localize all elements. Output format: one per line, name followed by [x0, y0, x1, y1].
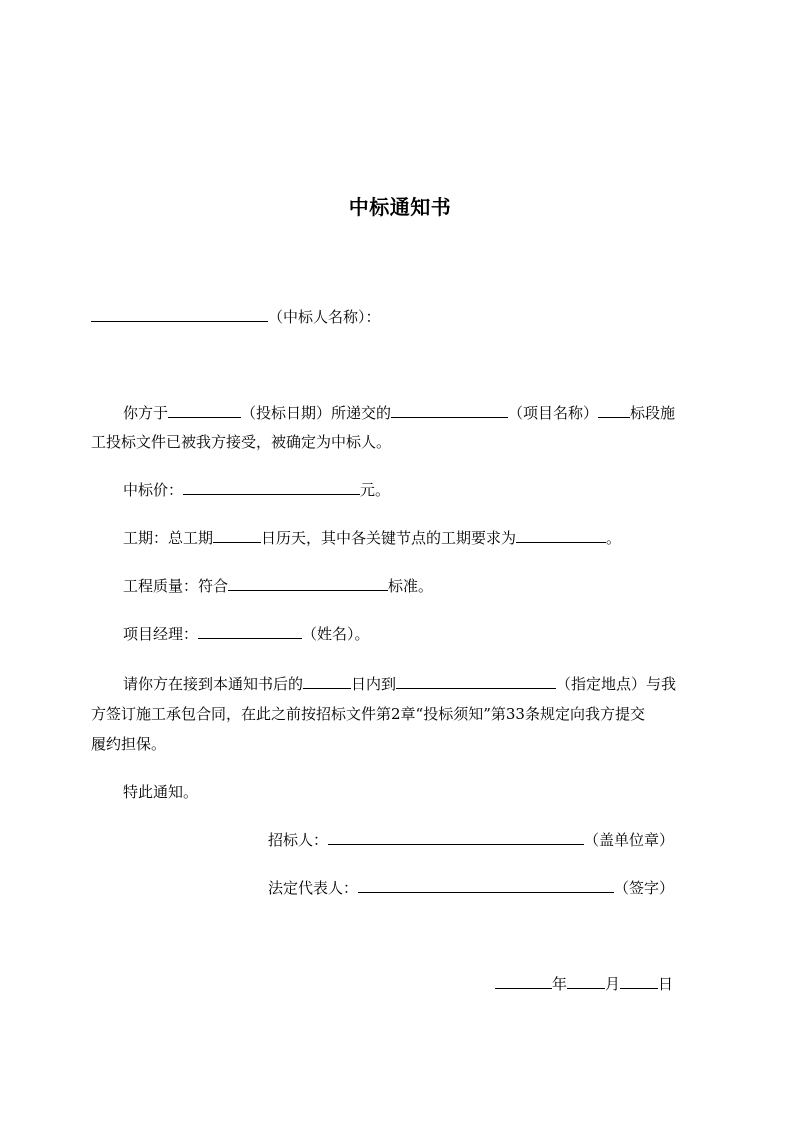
period-text-2: 日历天，其中各关键节点的工期要求为 — [261, 529, 517, 547]
para2-line3: 履约担保。 — [91, 735, 167, 753]
addressee-line — [91, 306, 381, 328]
month-blank[interactable] — [567, 974, 605, 989]
price-unit: 元。 — [360, 481, 391, 499]
manager-label: 项目经理： — [123, 625, 199, 643]
para2-text-1: 请你方在接到本通知书后的 — [123, 675, 304, 693]
price-line — [123, 479, 390, 501]
manager-text-2: （姓名）。 — [302, 625, 370, 643]
para1-text-3: （项目名称） — [508, 404, 599, 422]
price-blank[interactable] — [183, 480, 360, 495]
document-title: 中标通知书 — [348, 195, 452, 219]
period-line — [123, 527, 621, 549]
standard-blank[interactable] — [228, 576, 388, 591]
milestone-blank[interactable] — [516, 528, 606, 543]
para1-line1 — [123, 402, 675, 424]
period-text-3: 。 — [606, 529, 622, 547]
para1-text-4: 标段施 — [630, 404, 676, 422]
project-name-blank[interactable] — [391, 403, 508, 418]
legal-rep-blank[interactable] — [358, 878, 614, 893]
day-blank[interactable] — [620, 974, 658, 989]
tenderer-line — [268, 829, 674, 851]
location-blank[interactable] — [396, 674, 556, 689]
para1-text-1: 你方于 — [123, 404, 169, 422]
para2-line1 — [123, 673, 676, 695]
bid-date-blank[interactable] — [168, 403, 241, 418]
quality-text-2: 标准。 — [388, 577, 434, 595]
price-label: 中标价： — [123, 481, 184, 499]
section-blank[interactable] — [598, 403, 630, 418]
days-blank[interactable] — [213, 528, 261, 543]
sign-days-blank[interactable] — [303, 674, 351, 689]
year-label: 年 — [552, 975, 568, 993]
para1-text-2: （投标日期）所递交的 — [241, 404, 392, 422]
legal-rep-line — [268, 877, 674, 899]
month-label: 月 — [605, 975, 621, 993]
manager-name-blank[interactable] — [198, 624, 302, 639]
para2-text-2: 日内到 — [351, 675, 397, 693]
tenderer-label: 招标人： — [268, 831, 329, 849]
day-label: 日 — [658, 975, 674, 993]
para1-line2: 工投标文件已被我方接受，被确定为中标人。 — [91, 433, 392, 451]
para2-line2: 方签订施工承包合同，在此之前按招标文件第2章“投标须知”第33条规定向我方提交 — [91, 705, 645, 723]
tenderer-blank[interactable] — [328, 830, 584, 845]
quality-text-1: 工程质量：符合 — [123, 577, 229, 595]
year-blank[interactable] — [495, 974, 552, 989]
winner-name-blank[interactable] — [91, 307, 268, 322]
legal-rep-label: 法定代表人： — [268, 879, 359, 897]
period-text-1: 工期：总工期 — [123, 529, 214, 547]
date-line — [495, 973, 673, 995]
para2-text-3: （指定地点）与我 — [556, 675, 677, 693]
quality-line — [123, 575, 433, 597]
tenderer-suffix: （盖单位章） — [584, 831, 675, 849]
notice-line: 特此通知。 — [123, 783, 199, 801]
legal-rep-suffix: （签字） — [614, 879, 675, 897]
manager-line — [123, 623, 370, 645]
addressee-label: （中标人名称）： — [268, 308, 381, 326]
